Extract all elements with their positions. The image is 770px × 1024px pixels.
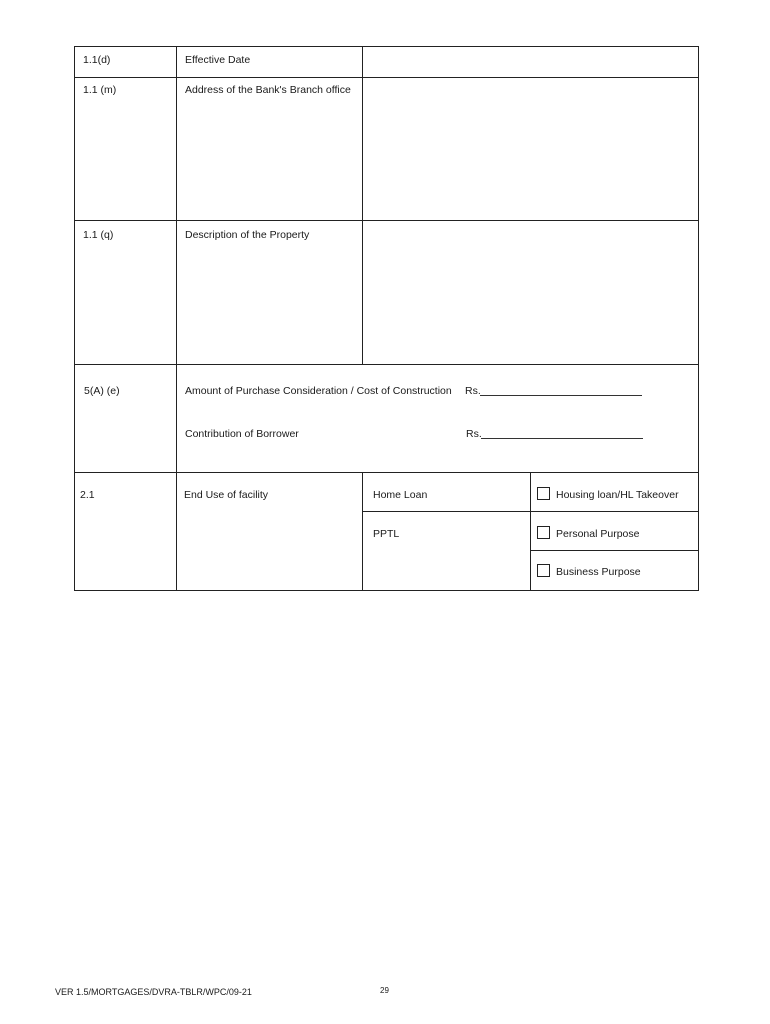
table-border-left <box>74 46 75 591</box>
table-border-bottom <box>74 590 699 591</box>
pptl-label: PPTL <box>373 528 400 540</box>
housing-loan-checkbox[interactable] <box>537 487 550 500</box>
row-ref: 2.1 <box>80 489 95 501</box>
column-divider <box>176 46 177 591</box>
column-divider <box>362 472 363 591</box>
column-divider <box>362 46 363 365</box>
effective-date-field[interactable] <box>364 48 697 76</box>
purchase-consideration-field[interactable] <box>480 380 642 396</box>
underline <box>480 395 642 396</box>
table-border-top <box>74 46 699 47</box>
business-purpose-checkbox[interactable] <box>537 564 550 577</box>
row-divider <box>74 220 699 221</box>
property-description-field[interactable] <box>364 222 697 363</box>
table-border-right <box>698 46 699 591</box>
currency-label: Rs. <box>466 428 482 440</box>
checkbox-label: Business Purpose <box>556 566 641 578</box>
row-divider <box>530 550 699 551</box>
row-divider <box>74 364 699 365</box>
row-label: Effective Date <box>185 54 251 66</box>
page-number: 29 <box>380 986 389 995</box>
borrower-contribution-label: Contribution of Borrower <box>185 428 299 440</box>
borrower-contribution-field[interactable] <box>481 423 643 439</box>
row-ref: 1.1 (q) <box>83 229 114 241</box>
home-loan-label: Home Loan <box>373 489 428 501</box>
row-divider <box>74 472 699 473</box>
row-ref: 1.1(d) <box>83 54 111 66</box>
checkbox-label: Housing loan/HL Takeover <box>556 489 679 501</box>
row-label: Address of the Bank's Branch office <box>185 84 351 96</box>
version-footer: VER 1.5/MORTGAGES/DVRA-TBLR/WPC/09-21 <box>55 987 252 997</box>
purchase-consideration-label: Amount of Purchase Consideration / Cost of Construction <box>185 385 452 397</box>
row-divider <box>74 77 699 78</box>
row-ref: 5(A) (e) <box>84 385 120 397</box>
row-label: End Use of facility <box>184 489 269 501</box>
personal-purpose-checkbox[interactable] <box>537 526 550 539</box>
row-label: Description of the Property <box>185 229 310 241</box>
branch-address-field[interactable] <box>364 79 697 219</box>
currency-label: Rs. <box>465 385 481 397</box>
column-divider <box>530 472 531 591</box>
checkbox-label: Personal Purpose <box>556 528 640 540</box>
row-ref: 1.1 (m) <box>83 84 117 96</box>
underline <box>481 438 643 439</box>
